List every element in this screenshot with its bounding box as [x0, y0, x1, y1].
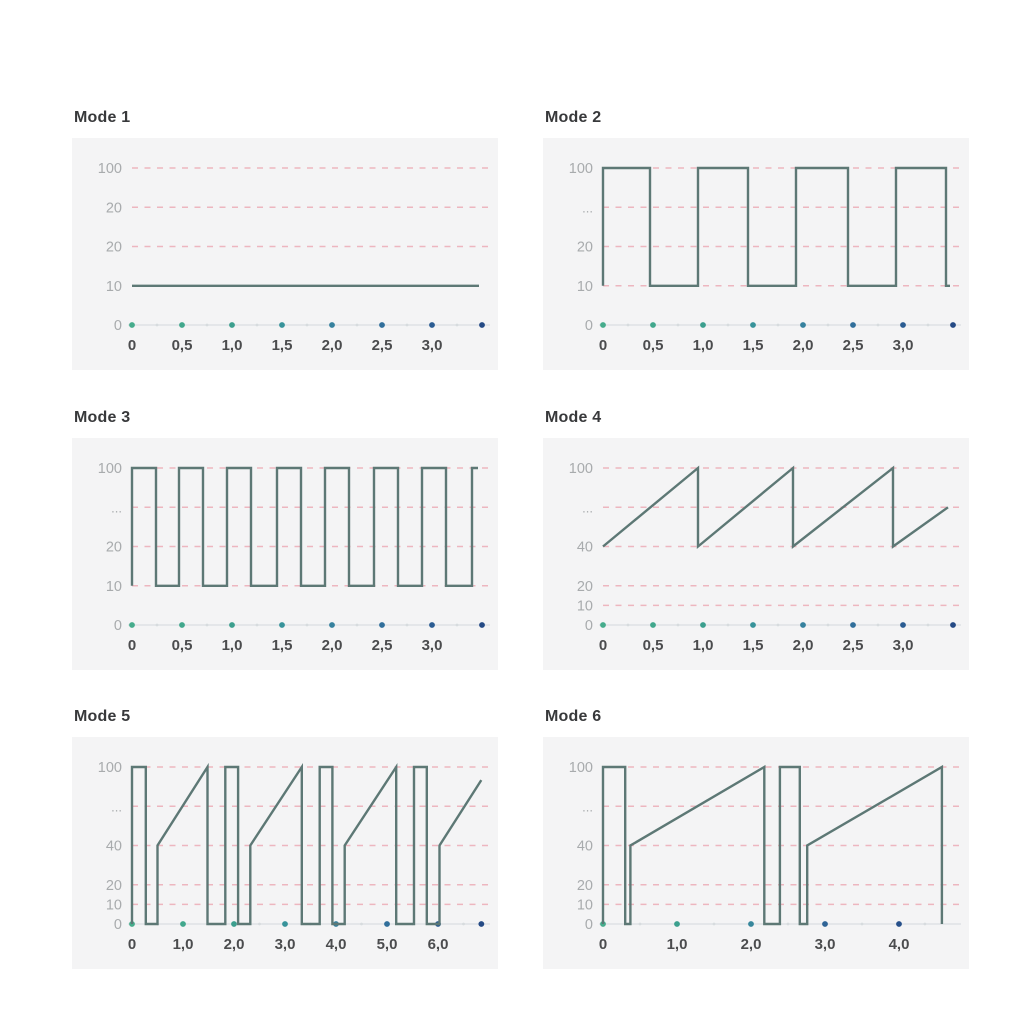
axis-minor-dot — [406, 324, 409, 327]
chart-mode-2 — [543, 106, 969, 370]
axis-minor-dot — [877, 324, 880, 327]
x-axis-label: 2,5 — [371, 337, 393, 354]
y-axis-label: 0 — [584, 917, 593, 933]
y-axis-label: 20 — [576, 239, 593, 256]
axis-dot — [180, 921, 186, 927]
axis-minor-dot — [306, 324, 309, 327]
axis-dot — [700, 322, 706, 328]
chart-title: Mode 3 — [74, 409, 131, 426]
axis-minor-dot — [727, 324, 730, 327]
y-axis-label: 100 — [568, 461, 593, 477]
axis-dot — [750, 622, 756, 628]
x-axis-label: 5,0 — [376, 936, 398, 953]
axis-minor-dot — [256, 624, 259, 627]
axis-minor-dot — [256, 324, 259, 327]
y-axis-label: ... — [111, 799, 122, 815]
y-axis-label: ... — [111, 500, 122, 516]
x-axis-label: 0,5 — [171, 637, 193, 654]
axis-dot — [748, 921, 754, 927]
chart-panel — [72, 138, 498, 370]
axis-dot — [822, 921, 828, 927]
axis-minor-dot — [861, 923, 864, 926]
x-axis-label: 1,0 — [221, 637, 243, 654]
axis-dot — [329, 322, 335, 328]
x-axis-label: 2,0 — [321, 337, 343, 354]
axis-dot — [379, 322, 385, 328]
axis-minor-dot — [156, 324, 159, 327]
chart-panel — [543, 737, 969, 969]
axis-minor-dot — [627, 624, 630, 627]
y-axis-label: 10 — [105, 578, 122, 595]
y-axis-label: 10 — [576, 897, 593, 914]
y-axis-label: 20 — [576, 877, 593, 894]
chart-mode-4 — [543, 406, 969, 670]
chart-title: Mode 2 — [545, 109, 602, 126]
axis-dot — [329, 622, 335, 628]
x-axis-label: 0 — [127, 936, 137, 953]
axis-minor-dot — [713, 923, 716, 926]
x-axis-label: 2,0 — [792, 337, 814, 354]
x-axis-label: 3,0 — [892, 637, 914, 654]
axis-dot — [479, 622, 485, 628]
x-axis-label: 2,0 — [792, 637, 814, 654]
x-axis-label: 2,5 — [371, 637, 393, 654]
x-axis-label: 1,5 — [271, 337, 293, 354]
axis-dot — [600, 622, 606, 628]
axis-dot — [429, 322, 435, 328]
axis-dot — [179, 622, 185, 628]
axis-minor-dot — [677, 324, 680, 327]
y-axis-label: 0 — [113, 318, 122, 334]
y-axis-label: 20 — [576, 578, 593, 595]
y-axis-label: 100 — [97, 760, 122, 776]
axis-dot — [950, 322, 956, 328]
y-axis-label: 100 — [568, 161, 593, 177]
chart-mode-5 — [72, 705, 498, 969]
chart-canvas — [543, 438, 969, 670]
x-axis-label: 0 — [598, 936, 608, 953]
x-axis-label: 0 — [127, 337, 137, 354]
x-axis-label: 3,0 — [274, 936, 296, 953]
y-axis-label: 100 — [97, 461, 122, 477]
axis-dot — [850, 622, 856, 628]
y-axis-label: ... — [582, 500, 593, 516]
x-axis-label: 4,0 — [888, 936, 910, 953]
axis-minor-dot — [462, 923, 465, 926]
x-axis-label: 2,0 — [223, 936, 245, 953]
y-axis-label: 40 — [105, 838, 122, 855]
axis-minor-dot — [456, 624, 459, 627]
y-axis-label: 20 — [105, 239, 122, 256]
axis-dot — [179, 322, 185, 328]
axis-minor-dot — [406, 624, 409, 627]
chart-title: Mode 5 — [74, 708, 131, 725]
axis-dot — [950, 622, 956, 628]
axis-minor-dot — [306, 624, 309, 627]
x-axis-label: 1,0 — [221, 337, 243, 354]
axis-dot — [478, 921, 484, 927]
axis-dot — [279, 322, 285, 328]
y-axis-label: 100 — [568, 760, 593, 776]
axis-minor-dot — [156, 624, 159, 627]
y-axis-label: 40 — [576, 838, 593, 855]
axis-minor-dot — [258, 923, 261, 926]
x-axis-label: 3,0 — [421, 337, 443, 354]
x-axis-label: 6,0 — [427, 936, 449, 953]
axis-minor-dot — [677, 624, 680, 627]
axis-dot — [129, 622, 135, 628]
y-axis-label: ... — [582, 200, 593, 216]
axis-dot — [896, 921, 902, 927]
x-axis-label: 0 — [598, 337, 608, 354]
axis-dot — [479, 322, 485, 328]
y-axis-label: 20 — [105, 200, 122, 217]
x-axis-label: 1,5 — [271, 637, 293, 654]
y-axis-label: 20 — [105, 539, 122, 556]
y-axis-label: 20 — [105, 877, 122, 894]
x-axis-label: 2,5 — [842, 637, 864, 654]
axis-dot — [279, 622, 285, 628]
axis-dot — [850, 322, 856, 328]
x-axis-label: 2,0 — [740, 936, 762, 953]
axis-minor-dot — [877, 624, 880, 627]
axis-minor-dot — [206, 624, 209, 627]
axis-dot — [800, 322, 806, 328]
y-axis-label: ... — [582, 799, 593, 815]
waveform-line — [132, 468, 478, 586]
axis-minor-dot — [639, 923, 642, 926]
axis-minor-dot — [627, 324, 630, 327]
x-axis-label: 2,0 — [321, 637, 343, 654]
axis-dot — [650, 622, 656, 628]
axis-dot — [650, 322, 656, 328]
chart-title: Mode 4 — [545, 409, 602, 426]
axis-dot — [231, 921, 237, 927]
axis-dot — [600, 322, 606, 328]
axis-dot — [900, 622, 906, 628]
axis-minor-dot — [827, 624, 830, 627]
x-axis-label: 3,0 — [892, 337, 914, 354]
y-axis-label: 10 — [576, 278, 593, 295]
axis-dot — [750, 322, 756, 328]
x-axis-label: 3,0 — [814, 936, 836, 953]
x-axis-label: 0,5 — [171, 337, 193, 354]
x-axis-label: 4,0 — [325, 936, 347, 953]
axis-dot — [900, 322, 906, 328]
axis-minor-dot — [456, 324, 459, 327]
chart-canvas — [72, 737, 498, 969]
chart-mode-3 — [72, 406, 498, 670]
axis-dot — [429, 622, 435, 628]
axis-dot — [229, 322, 235, 328]
axis-minor-dot — [927, 624, 930, 627]
axis-minor-dot — [787, 923, 790, 926]
y-axis-label: 10 — [105, 897, 122, 914]
chart-title: Mode 6 — [545, 708, 602, 725]
y-axis-label: 10 — [576, 598, 593, 615]
y-axis-label: 0 — [584, 618, 593, 634]
axis-minor-dot — [924, 923, 927, 926]
axis-dot — [379, 622, 385, 628]
x-axis-label: 1,5 — [742, 337, 764, 354]
axis-minor-dot — [356, 624, 359, 627]
y-axis-label: 0 — [113, 917, 122, 933]
x-axis-label: 2,5 — [842, 337, 864, 354]
axis-minor-dot — [827, 324, 830, 327]
x-axis-label: 3,0 — [421, 637, 443, 654]
y-axis-label: 40 — [576, 539, 593, 556]
x-axis-label: 0 — [598, 637, 608, 654]
x-axis-label: 1,0 — [172, 936, 194, 953]
y-axis-label: 0 — [584, 318, 593, 334]
x-axis-label: 1,0 — [692, 637, 714, 654]
axis-minor-dot — [927, 324, 930, 327]
x-axis-label: 0,5 — [642, 337, 664, 354]
axis-minor-dot — [360, 923, 363, 926]
x-axis-label: 0 — [127, 637, 137, 654]
y-axis-label: 10 — [105, 278, 122, 295]
axis-dot — [229, 622, 235, 628]
x-axis-label: 1,0 — [666, 936, 688, 953]
axis-dot — [129, 322, 135, 328]
axis-dot — [282, 921, 288, 927]
axis-minor-dot — [356, 324, 359, 327]
x-axis-label: 1,0 — [692, 337, 714, 354]
x-axis-label: 0,5 — [642, 637, 664, 654]
chart-panel — [72, 438, 498, 670]
axis-minor-dot — [206, 324, 209, 327]
chart-canvas — [543, 737, 969, 969]
axis-minor-dot — [727, 624, 730, 627]
chart-mode-6 — [543, 705, 969, 969]
waveform-line — [603, 168, 950, 286]
chart-canvas — [543, 138, 969, 370]
chart-canvas — [72, 138, 498, 370]
chart-panel — [543, 438, 969, 670]
axis-dot — [384, 921, 390, 927]
axis-dot — [700, 622, 706, 628]
x-axis-label: 1,5 — [742, 637, 764, 654]
axis-minor-dot — [777, 324, 780, 327]
chart-canvas — [72, 438, 498, 670]
chart-panel — [72, 737, 498, 969]
y-axis-label: 0 — [113, 618, 122, 634]
chart-panel — [543, 138, 969, 370]
chart-mode-1 — [72, 106, 498, 370]
y-axis-label: 100 — [97, 161, 122, 177]
chart-title: Mode 1 — [74, 109, 131, 126]
axis-minor-dot — [777, 624, 780, 627]
axis-dot — [800, 622, 806, 628]
axis-dot — [674, 921, 680, 927]
